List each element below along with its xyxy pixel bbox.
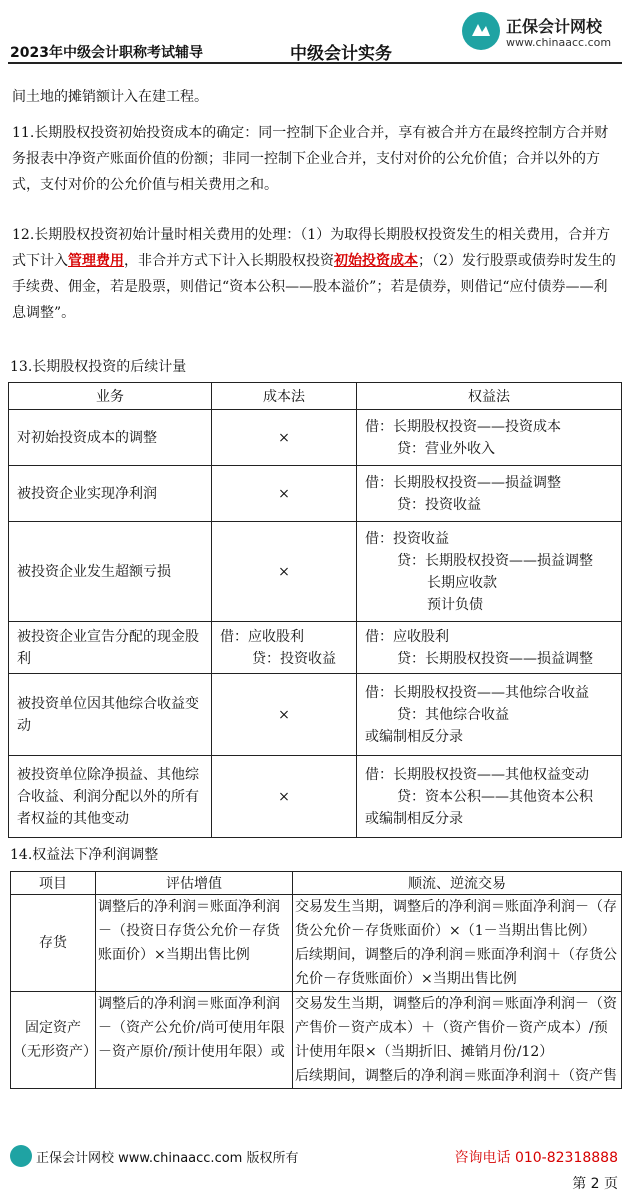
trade-line: 后续期间，调整后的净利润＝账面净利润＋（存货公允价－存货账面价）×当期出售比例 (295, 947, 617, 987)
entry-line: 或编制相反分录 (365, 728, 463, 745)
header-equity-method: 权益法 (357, 383, 622, 410)
header-rule (8, 62, 622, 64)
header-business: 业务 (9, 383, 212, 410)
table-row (9, 522, 622, 622)
entry-line: 借：应收股利 (365, 628, 449, 645)
logo-icon (462, 12, 500, 50)
p12-text-c: ；（2）发行股票或债券时发生的手续费、佣金，若是股票，则借记“资本公积——股本溢价”；若是债券，则借记“应付债券——利息调整”。 (12, 253, 616, 321)
entry-line: 贷：长期股权投资——损益调整 (397, 650, 593, 667)
biz-cell: 被投资单位因其他综合收益变动 (9, 674, 212, 756)
item-cell: 固定资产（无形资产） (11, 992, 96, 1089)
cost-cell: × (212, 466, 357, 522)
paragraph-12 (12, 222, 618, 326)
biz-cell: 被投资企业宣告分配的现金股利 (9, 622, 212, 674)
table-row (9, 466, 622, 522)
cost-cell: × (212, 674, 357, 756)
header-cost-method: 成本法 (212, 383, 357, 410)
entry-line: 借：投资收益 (365, 530, 449, 547)
page-header (0, 0, 630, 64)
entry-line: 借：长期股权投资——损益调整 (365, 474, 561, 491)
footer-phone: 咨询电话 010-82318888 (454, 1150, 618, 1166)
biz-cell: 对初始投资成本的调整 (9, 410, 212, 466)
header-valuation: 评估增值 (96, 872, 293, 895)
entry-line: 借：长期股权投资——其他权益变动 (365, 766, 589, 783)
entry-line: 贷：其他综合收益 (397, 706, 509, 723)
section-14-title: 14.权益法下净利润调整 (10, 847, 159, 863)
equity-cell (357, 522, 622, 622)
trade-cell (293, 992, 622, 1089)
equity-cell (357, 622, 622, 674)
table-row (9, 756, 622, 838)
cost-cell (212, 622, 357, 674)
entry-line: 借：长期股权投资——其他综合收益 (365, 684, 589, 701)
brand-url: www.chinaacc.com (506, 36, 612, 49)
table-row (9, 674, 622, 756)
trade-line: 交易发生当期，调整后的净利润＝账面净利润－（资产售价－资产成本）＋（资产售价－资产成本）/预计使用年限×（当期折旧、摊销月份/12） (295, 996, 617, 1060)
p12-text-a: 12.长期股权投资初始计量时相关费用的处理：（1）为取得长期股权投资发生的相关费用，合并方式下计入 (12, 227, 611, 269)
page-footer (0, 1135, 630, 1204)
entry-line: 长期应收款 (427, 574, 497, 591)
entry-line: 贷：投资收益 (252, 650, 336, 667)
equity-cell (357, 466, 622, 522)
biz-cell: 被投资企业实现净利润 (9, 466, 212, 522)
cost-cell: × (212, 522, 357, 622)
header-item: 项目 (11, 872, 96, 895)
equity-cell (357, 410, 622, 466)
trade-line: 后续期间，调整后的净利润＝账面净利润＋（资产售 (295, 1068, 617, 1084)
equity-cell (357, 756, 622, 838)
exam-title: 2023年中级会计职称考试辅导 (10, 45, 203, 61)
entry-line: 或编制相反分录 (365, 810, 463, 827)
subsequent-measurement-table (8, 382, 622, 838)
paragraph-11: 11.长期股权投资初始投资成本的确定：同一控制下企业合并，享有被合并方在最终控制方合并财务报表中净资产账面价值的份额；非同一控制下企业合并，支付对价的公允价值；合并以外的方式，支付对价的公允价值与相关费用之和。 (12, 125, 609, 193)
equity-cell (357, 674, 622, 756)
table-row (11, 992, 622, 1089)
valuation-cell: 调整后的净利润＝账面净利润－（资产公允价/尚可使用年限－资产原价/预计使用年限）或 (96, 992, 293, 1089)
biz-cell: 被投资单位除净损益、其他综合收益、利润分配以外的所有者权益的其他变动 (9, 756, 212, 838)
entry-line: 贷：营业外收入 (397, 440, 495, 457)
highlight-initial-cost: 初始投资成本 (334, 253, 418, 269)
brand-name: 正保会计网校 (506, 17, 603, 36)
trade-cell (293, 895, 622, 992)
cost-cell: × (212, 410, 357, 466)
footer-logo-icon (10, 1145, 32, 1167)
footer-copyright: 正保会计网校 www.chinaacc.com 版权所有 (36, 1151, 299, 1166)
entry-line: 借：长期股权投资——投资成本 (365, 418, 561, 435)
table-header-row (9, 383, 622, 410)
table-row (9, 410, 622, 466)
entry-line: 预计负债 (427, 596, 483, 613)
net-profit-adjustment-table (10, 871, 622, 1089)
entry-line: 贷：长期股权投资——损益调整 (397, 552, 593, 569)
table-row (11, 895, 622, 992)
cost-cell: × (212, 756, 357, 838)
trade-line: 交易发生当期，调整后的净利润＝账面净利润－（存货公允价－存货账面价）×（1－当期出售比例） (295, 899, 617, 939)
item-cell: 存货 (11, 895, 96, 992)
table-header-row (11, 872, 622, 895)
entry-line: 借：应收股利 (220, 628, 304, 645)
highlight-management-expense: 管理费用 (68, 253, 124, 269)
valuation-cell: 调整后的净利润＝账面净利润－（投资日存货公允价－存货账面价）×当期出售比例 (96, 895, 293, 992)
entry-line: 贷：投资收益 (397, 496, 481, 513)
biz-cell: 被投资企业发生超额亏损 (9, 522, 212, 622)
brand-logo (462, 10, 622, 58)
paragraph-0: 间土地的摊销额计入在建工程。 (12, 89, 208, 105)
entry-line: 贷：资本公积——其他资本公积 (397, 788, 593, 805)
table-row (9, 622, 622, 674)
page-number: 第 2 页 (572, 1176, 618, 1192)
p12-text-b: ，非合并方式下计入长期股权投资 (124, 253, 334, 269)
header-trade: 顺流、逆流交易 (293, 872, 622, 895)
section-13-title: 13.长期股权投资的后续计量 (10, 359, 187, 375)
subject-title: 中级会计实务 (290, 44, 392, 64)
